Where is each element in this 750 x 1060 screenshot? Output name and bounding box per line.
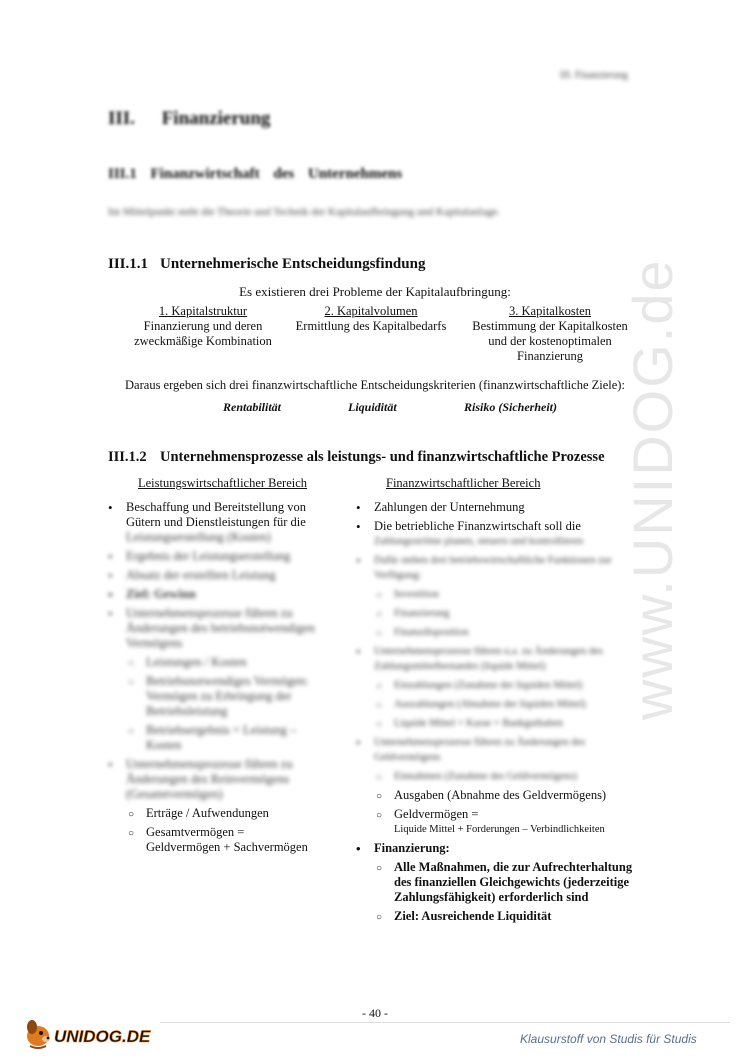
list-subitem: ○ Alle Maßnahmen, die zur Aufrechterhaltung des finanziellen Gleichgewichts (jederzeitige Zahlungsfähigkeit) erforderlich sind (356, 860, 641, 905)
problem-text: und der kostenoptimalen (488, 334, 612, 348)
problem-kapitalstruktur (108, 304, 298, 349)
list-item: • Absatz der erstellten Leistung (108, 568, 318, 583)
list-item-text: • Die betriebliche Finanzwirtschaft soll die (374, 519, 581, 533)
criterion-risiko: Risiko (Sicherheit) (464, 400, 558, 414)
running-head: III. Finanzierung (560, 70, 628, 81)
list-item-text: Leistungserstellung (Kosten) (126, 530, 271, 544)
list-item: • Unternehmensprozesse führen zu Änderungen des Reinvermögens (Gesamtvermögen) (108, 757, 318, 802)
list-item-text: • Beschaffung und Bereitstellung von (126, 500, 306, 514)
list-subitem: ○ Auszahlungen (Abnahme der liquiden Mittel) (356, 697, 641, 712)
list-item: • Unternehmensprozesse führen zu Änderungen des Geldvermögens (356, 735, 641, 765)
section-3-1-intro: Im Mittelpunkt steht die Theorie und Technik der Kapitalaufbringung und Kapitalanlage. (108, 206, 500, 218)
chapter-title (108, 108, 270, 130)
section-3-1-2-number: III.1.2 (108, 449, 147, 465)
probleme-intro: Es existieren drei Probleme der Kapitalaufbringung: (239, 284, 511, 299)
problem-text: Bestimmung der Kapitalkosten (472, 319, 628, 333)
footer-divider (160, 1022, 730, 1023)
list-item-text: Geldvermögen + Sachvermögen (146, 840, 308, 854)
list-item-text: Liquide Mittel + Forderungen – Verbindlichkeiten (394, 824, 605, 835)
section-3-1-2-heading (108, 449, 605, 466)
left-column-heading: Leistungswirtschaftlicher Bereich (138, 476, 308, 490)
section-3-1-1-number: III.1.1 (108, 256, 149, 272)
list-item-text: ○ Geldvermögen = (394, 807, 479, 821)
list-subitem: ○ Liquide Mittel = Kasse + Bankguthaben (356, 716, 641, 731)
criterion-rentabilitaet: Rentabilität (223, 400, 282, 414)
list-item-text: ○ Gesamtvermögen = (146, 825, 245, 839)
problem-title: 3. Kapitalkosten (509, 304, 591, 318)
section-3-1-1-title: Unternehmerische Entscheidungsfindung (160, 256, 426, 272)
list-subitem: ○ Finanzdisposition (356, 625, 641, 640)
list-subitem: ○ Ausgaben (Abnahme des Geldvermögens) (356, 788, 641, 803)
kriterien-intro: Daraus ergeben sich drei finanzwirtschaftliche Entscheidungskriterien (finanzwirtschaftliche Ziele): (125, 378, 625, 392)
list-subitem: ○ Investition (356, 587, 641, 602)
left-column-list (108, 500, 318, 859)
problem-kapitalkosten (450, 304, 650, 364)
problem-text: Ermittlung des Kapitalbedarfs (295, 319, 447, 333)
list-subitem: ○ Einnahmen (Zunahme des Geldvermögens) (356, 769, 641, 784)
unidog-logo (22, 1016, 152, 1050)
list-subitem: ○ Betriebsergebnis = Leistung – Kosten (108, 723, 318, 753)
list-item: • Finanzierung: (356, 841, 641, 856)
list-subitem (356, 807, 641, 837)
list-subitem: ○ Leistungen / Kosten (108, 655, 318, 670)
right-column-heading: Finanzwirtschaftlicher Bereich (386, 476, 541, 490)
list-item: • Ziel: Gewinn (108, 587, 318, 602)
list-item (356, 519, 641, 549)
dog-icon (27, 1020, 50, 1048)
problem-title: 2. Kapitalvolumen (324, 304, 418, 318)
problem-text: Finanzierung und deren (143, 319, 263, 333)
problem-title: 1. Kapitalstruktur (158, 304, 248, 318)
list-item-text: Zahlungsströme planen, steuern und kontrollieren (374, 536, 584, 547)
section-3-1-2-title: Unternehmensprozesse als leistungs- und finanzwirtschaftliche Prozesse (160, 449, 605, 465)
list-subitem: ○ Einzahlungen (Zunahme der liquiden Mittel) (356, 678, 641, 693)
problem-text: zweckmäßige Kombination (134, 334, 272, 348)
criterion-liquiditaet: Liquidität (348, 400, 397, 414)
page-number: - 40 - (362, 1006, 388, 1020)
section-3-1-1-heading (108, 256, 425, 273)
logo-text: UNIDOG.DE (54, 1027, 151, 1046)
list-item: • Zahlungen der Unternehmung (356, 500, 641, 515)
list-item: • Unternehmensprozesse führen zu Änderungen des betriebsnotwendigen Vermögens (108, 606, 318, 651)
watermark: www.UNIDOG.de (621, 258, 684, 720)
list-item (108, 500, 318, 545)
list-item: • Ergebnis der Leistungserstellung (108, 549, 318, 564)
problem-kapitalvolumen (276, 304, 466, 334)
chapter-name: Finanzierung (161, 108, 271, 129)
list-item: • Unternehmensprozesse führen u.a. zu Änderungen des Zahlungsmittelbestandes (liquide Mittel) (356, 644, 641, 674)
list-subitem (108, 825, 318, 855)
section-3-1-heading: III.1 Finanzwirtschaft des Unternehmens (108, 166, 403, 182)
chapter-number: III. (108, 108, 135, 129)
list-item: • Dafür stehen drei betriebswirtschaftliche Funktionen zur Verfügung: (356, 553, 641, 583)
right-column-list (356, 500, 641, 928)
list-subitem: ○ Finanzierung (356, 606, 641, 621)
list-item-text: Gütern und Dienstleistungen für die (126, 515, 306, 529)
list-subitem: ○ Betriebsnotwendiges Vermögen: Vermögen zu Erbringung der Betriebsleistung (108, 674, 318, 719)
problem-text: Finanzierung (517, 349, 583, 363)
list-subitem: ○ Ziel: Ausreichende Liquidität (356, 909, 641, 924)
footer-tagline: Klausurstoff von Studis für Studis (520, 1032, 697, 1046)
list-subitem: ○ Erträge / Aufwendungen (108, 806, 318, 821)
